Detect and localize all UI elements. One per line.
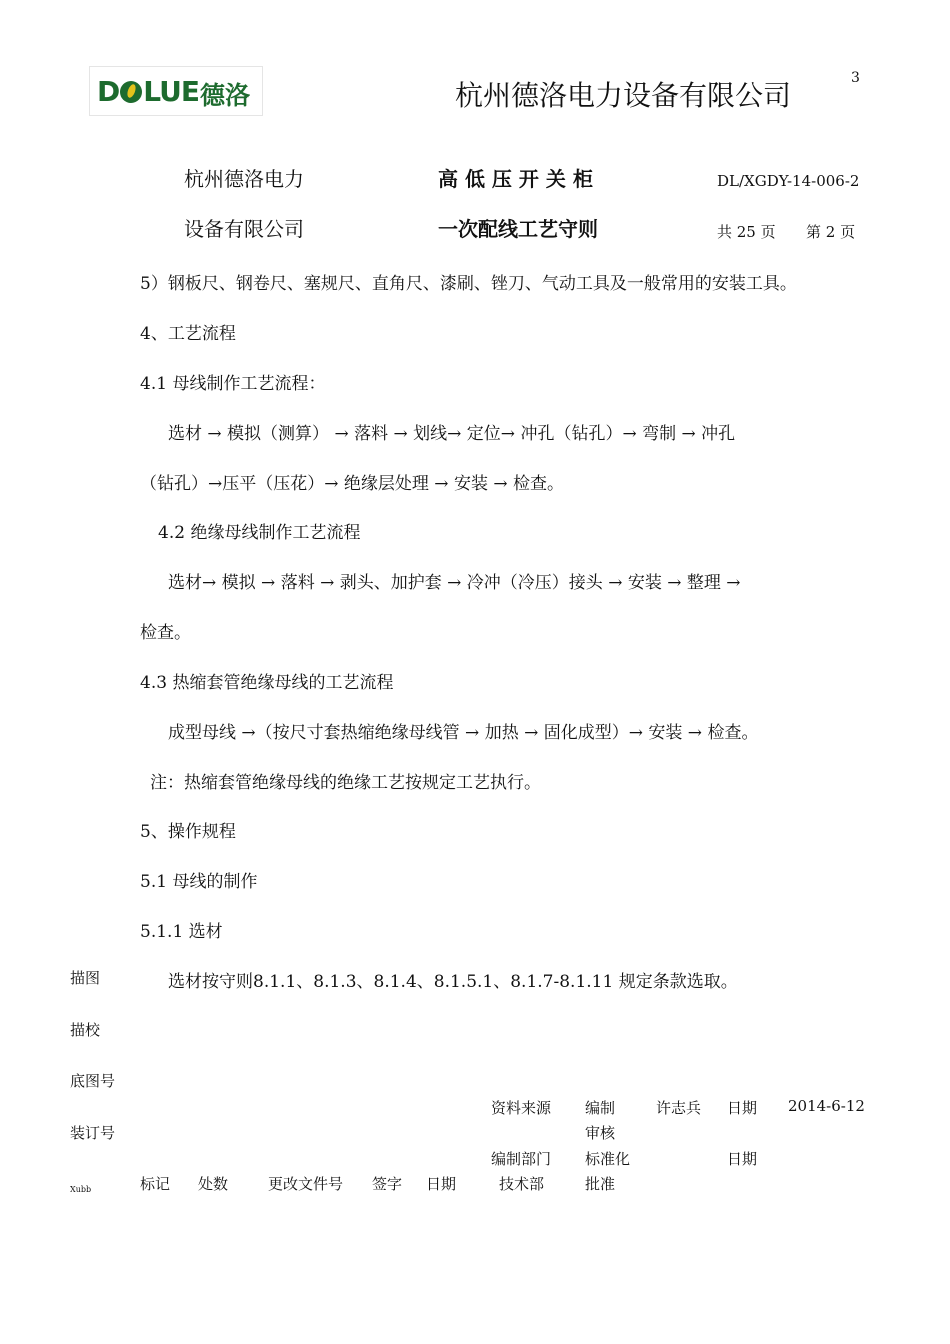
footer-source-label: 资料来源 [491, 1099, 552, 1117]
footer-count-label: 处数 [198, 1175, 229, 1193]
label-trace-check: 描校 [70, 1021, 101, 1039]
label-xubb: Xubb [70, 1185, 92, 1194]
footer-dept-value: 技术部 [499, 1175, 545, 1193]
subsection-4-1: 4.1 母线制作工艺流程： [140, 374, 326, 394]
company-header: 杭州德洛电力设备有限公司 [455, 79, 792, 112]
doc-code: DL/XGDY-14-006-2 [717, 172, 860, 190]
total-pages: 共 25 页 [717, 223, 776, 241]
footer-date-value: 2014-6-12 [788, 1097, 865, 1115]
logo-leaf-icon [120, 81, 142, 103]
footer-compiler-name: 许志兵 [656, 1099, 702, 1117]
page-number: 3 [851, 70, 860, 86]
note: 注：热缩套管绝缘母线的绝缘工艺按规定工艺执行。 [150, 773, 541, 793]
doc-title-line1: 高 低 压 开 关 柜 [438, 167, 593, 191]
process-flow-4-1-line2: （钻孔）→压平（压花）→ 绝缘层处理 → 安装 → 检查。 [140, 474, 564, 494]
process-flow-4-2-line2: 检查。 [140, 623, 191, 643]
selection-rule: 选材按守则8.1.1、8.1.3、8.1.4、8.1.5.1、8.1.7-8.1.11 规定条款选取。 [168, 972, 738, 992]
current-page: 第 2 页 [806, 223, 856, 241]
footer-date-label-2: 日期 [727, 1150, 758, 1168]
footer-review-label: 审核 [585, 1124, 616, 1142]
footer-mark-label: 标记 [140, 1175, 171, 1193]
process-flow-4-2-line1: 选材→ 模拟 → 落料 → 剥头、加护套 → 冷冲（冷压）接头 → 安装 → 整理 → [168, 573, 741, 593]
section-heading-4: 4、工艺流程 [140, 324, 236, 344]
issuer-line2: 设备有限公司 [184, 217, 304, 241]
process-flow-4-3: 成型母线 →（按尺寸套热缩绝缘母线管 → 加热 → 固化成型）→ 安装 → 检查。 [168, 723, 759, 743]
label-draw: 描图 [70, 969, 101, 987]
section-heading-5: 5、操作规程 [140, 822, 236, 842]
logo-chinese-name: 德洛 [200, 81, 251, 110]
footer-standardization-label: 标准化 [585, 1150, 631, 1168]
company-logo [89, 66, 263, 116]
subsection-5-1: 5.1 母线的制作 [140, 872, 258, 892]
footer-compile-label: 编制 [585, 1099, 616, 1117]
subsection-5-1-1: 5.1.1 选材 [140, 922, 223, 942]
footer-approve-label: 批准 [585, 1175, 616, 1193]
footer-change-doc-label: 更改文件号 [268, 1175, 344, 1193]
footer-date-label: 日期 [727, 1099, 758, 1117]
footer-sign-label: 签字 [372, 1175, 403, 1193]
subsection-4-3: 4.3 热缩套管绝缘母线的工艺流程 [140, 673, 394, 693]
process-flow-4-1-line1: 选材 → 模拟（测算） → 落料 → 划线→ 定位→ 冲孔（钻孔）→ 弯制 → 冲孔 [168, 424, 736, 444]
logo-wordmark: D LUE [97, 75, 199, 108]
footer-dept-label: 编制部门 [491, 1150, 552, 1168]
label-binding-number: 装订号 [70, 1124, 116, 1142]
subsection-4-2: 4.2 绝缘母线制作工艺流程 [158, 523, 361, 543]
tool-list-item: 5）钢板尺、钢卷尺、塞规尺、直角尺、漆刷、锉刀、气动工具及一般常用的安装工具。 [140, 274, 797, 294]
footer-date-label-3: 日期 [426, 1175, 457, 1193]
label-base-number: 底图号 [70, 1072, 116, 1090]
doc-title-line2: 一次配线工艺守则 [438, 217, 598, 241]
issuer-line1: 杭州德洛电力 [184, 167, 304, 191]
